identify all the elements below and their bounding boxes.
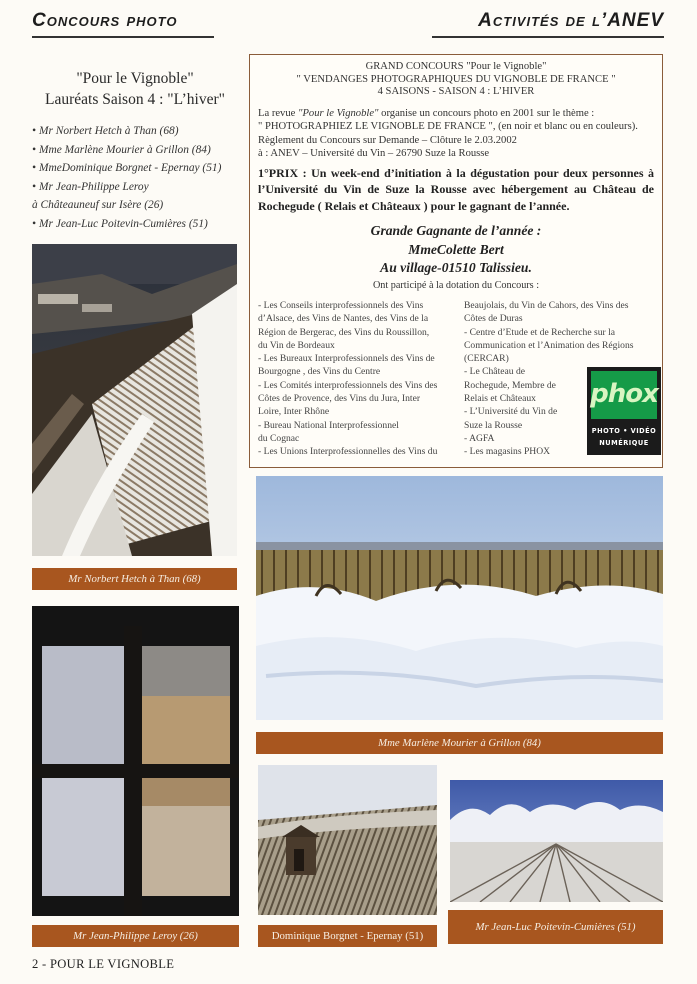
photo-vineyard-with-shed	[258, 765, 437, 915]
photo-snow-covered-vineyard	[256, 476, 663, 720]
section-header-left: Concours photo	[32, 10, 214, 38]
page-footer: 2 - POUR LE VIGNOBLE	[32, 957, 175, 971]
sponsors-column-1: - Les Conseils interprofessionnels des Vins d’Alsace, des Vins de Nantes, des Vins de la Région de Bergerac, des Vins du Roussillon, du Vin de Bordeaux - Les Bureaux Interprofessionnels des Vins de Bourgogne , des Vins du Centre - Les Comités interprofessionnels des Vins des Côtes de Provence, des Vins du Jura, Inter Loire, Inter Rhône - Bureau National Interprofessionnel du Cognac - Les Unions Interprofessionnelles des Vins du	[258, 300, 438, 458]
bullet-icon: •	[32, 217, 36, 230]
bullet-icon: •	[32, 125, 36, 137]
photo-snowy-terraced-vineyard	[32, 244, 237, 556]
laureates-title	[32, 68, 238, 110]
photo-caption: Mme Marlène Mourier à Grillon (84)	[256, 732, 663, 754]
section-header-right: Activités de l’ANEV	[432, 10, 664, 38]
photo-frosted-vineyard-rows	[450, 780, 663, 902]
list-item: • Mr Norbert Hetch à Than (68)	[32, 125, 179, 137]
photo-caption: Mr Jean-Philippe Leroy (26)	[32, 925, 239, 947]
contest-notice-box	[249, 54, 663, 468]
laureates-title-line1: "Pour le Vignoble"	[76, 70, 194, 87]
sponsors-column-2: Beaujolais, du Vin de Cahors, des Vins des Côtes de Duras - Centre d’Etude et de Recherche sur la Communication et l’Animation des Régions (CERCAR) - Le Château de Rochegude, Membre de Relais et Châteaux - L’Université du Vin de Suze la Rousse - AGFA - Les magasins PHOX	[464, 300, 634, 458]
photo-window-view-vineyard	[32, 606, 239, 916]
grand-winner: Grande Gagnante de l’année : MmeColette Bert Au village-01510 Talissieu.	[370, 223, 542, 275]
list-item: • Mr Jean-Luc Poitevin-Cumières (51)	[32, 217, 208, 230]
photo-caption: Mr Norbert Hetch à Than (68)	[32, 568, 237, 590]
list-item: à Châteauneuf sur Isère (26)	[32, 199, 164, 212]
photo-caption: Dominique Borgnet - Epernay (51)	[258, 925, 437, 947]
notice-heading: GRAND CONCOURS "Pour le Vignoble" " VENDANGES PHOTOGRAPHIQUES DU VIGNOBLE DE FRANCE " 4 SAISONS - SAISON 4 : L’HIVER	[296, 61, 616, 97]
sponsors-intro: Ont participé à la dotation du Concours :	[372, 279, 540, 291]
phox-logo: phox PHOTO • VIDÉO NUMÉRIQUE	[587, 367, 661, 455]
photo-caption: Mr Jean-Luc Poitevin-Cumières (51)	[448, 910, 663, 944]
first-prize-text: 1°PRIX : Un week-end d’initiation à la dégustation pour deux personnes à l’Université du Vin de Suze la Rousse avec hébergement au Château de Rochegude ( Relais et Châteaux ) pour le gagnant de l’année.	[258, 165, 654, 213]
bullet-icon: •	[32, 180, 36, 193]
laureates-title-line2: Lauréats Saison 4 : "L’hiver"	[45, 91, 225, 108]
bullet-icon: •	[32, 143, 36, 156]
list-item: • MmeDominique Borgnet - Epernay (51)	[32, 162, 222, 175]
laureates-list	[32, 122, 244, 234]
list-item: • Mr Jean-Philippe Leroy	[32, 180, 149, 193]
list-item: • Mme Marlène Mourier à Grillon (84)	[32, 143, 211, 156]
notice-intro: La revue "Pour le Vignoble" organise un concours photo en 2001 sur le thème : " PHOTOGRAPHIEZ LE VIGNOBLE DE FRANCE ", (en noir et blanc ou en couleurs). Règlement du Concours sur Demande – Clôture le 2.03.2002 à : ANEV – Université du Vin – 26790 Suze la Rousse	[258, 107, 638, 159]
bullet-icon: •	[32, 162, 36, 175]
